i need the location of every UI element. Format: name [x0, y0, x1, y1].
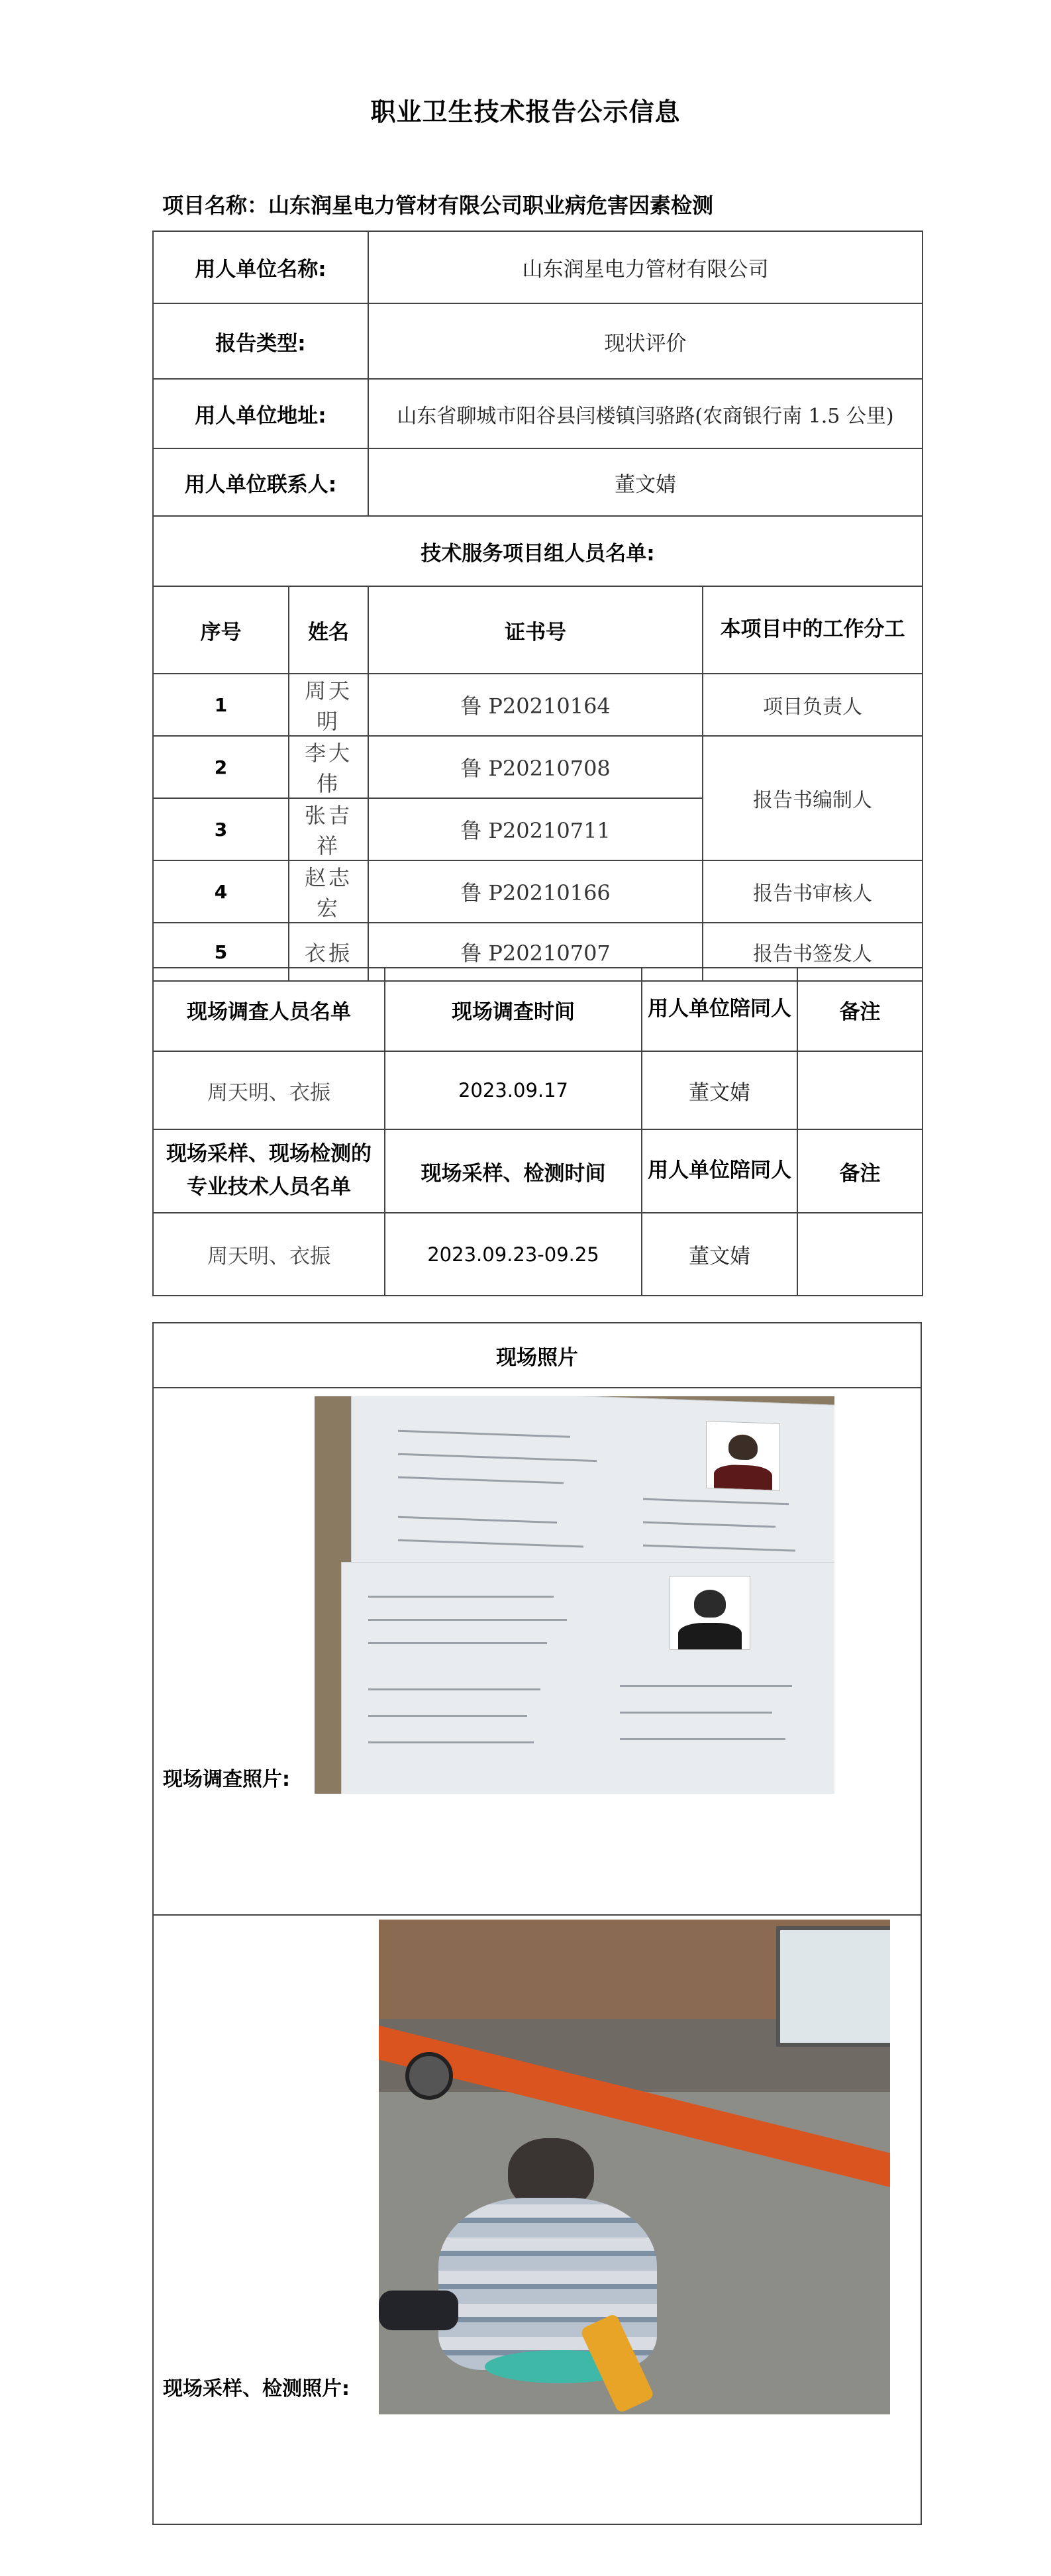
- team-row-role: 报告书签发人: [703, 923, 923, 981]
- team-row-no: 5: [153, 923, 289, 981]
- project-label: 项目名称：: [162, 193, 269, 218]
- team-row-role: 报告书审核人: [703, 860, 923, 923]
- team-row-cert: 鲁 P20210166: [368, 860, 703, 923]
- contact-row: [153, 448, 923, 516]
- team-row-name: 衣振: [289, 923, 368, 981]
- team-title: 技术服务项目组人员名单:: [153, 516, 923, 586]
- team-row-cert: 鲁 P20210707: [368, 923, 703, 981]
- sampling-header-companion: 用人单位陪同人: [642, 1129, 797, 1213]
- employer-name-row: [153, 231, 923, 303]
- sampling-header-note: 备注: [797, 1129, 923, 1213]
- sampling-header-people: 现场采样、现场检测的专业技术人员名单: [153, 1129, 385, 1213]
- team-row-no: 2: [153, 736, 289, 798]
- survey-photo: [315, 1396, 834, 1794]
- sampling-time: 2023.09.23-09.25: [385, 1213, 642, 1296]
- address-label: 用人单位地址:: [153, 379, 368, 448]
- sampling-photo-label: 现场采样、检测照片:: [163, 2377, 350, 2400]
- report-type-value: 现状评价: [368, 303, 923, 379]
- team-header-role: 本项目中的工作分工: [703, 586, 923, 674]
- sampling-people: 周天明、衣振: [153, 1213, 385, 1296]
- team-row-no: 4: [153, 860, 289, 923]
- survey-header-time: 现场调查时间: [385, 968, 642, 1051]
- contact-label: 用人单位联系人:: [153, 448, 368, 516]
- sampling-photo: [379, 1920, 890, 2414]
- page-title: 职业卫生技术报告公示信息: [370, 97, 681, 127]
- info-table: [152, 231, 923, 982]
- survey-note: [797, 1051, 923, 1129]
- sampling-note: [797, 1213, 923, 1296]
- photo-title-row: [153, 1323, 921, 1388]
- employer-name-value: 山东润星电力管材有限公司: [368, 231, 923, 303]
- team-row-cert: 鲁 P20210164: [368, 674, 703, 736]
- contact-value: 董文婧: [368, 448, 923, 516]
- project-line: [162, 189, 713, 219]
- survey-companion: 董文婧: [642, 1051, 797, 1129]
- team-row-cert: 鲁 P20210708: [368, 736, 703, 798]
- team-row: [153, 736, 923, 798]
- team-row-no: 1: [153, 674, 289, 736]
- sampling-header-row: [153, 1129, 923, 1213]
- team-row: [153, 860, 923, 923]
- survey-header-note: 备注: [797, 968, 923, 1051]
- certificate-page-bottom: [341, 1562, 834, 1794]
- team-row-name: 赵志宏: [289, 860, 368, 923]
- address-row: [153, 379, 923, 448]
- project-value: 山东润星电力管材有限公司职业病危害因素检测: [268, 193, 714, 218]
- team-header-name: 姓名: [289, 586, 368, 674]
- sampling-row: [153, 1213, 923, 1296]
- survey-time: 2023.09.17: [385, 1051, 642, 1129]
- address-value: 山东省聊城市阳谷县闫楼镇闫骆路(农商银行南 1.5 公里): [368, 379, 923, 448]
- team-header-no: 序号: [153, 586, 289, 674]
- team-row-role: 报告书编制人: [703, 736, 923, 860]
- team-row-name: 李大伟: [289, 736, 368, 798]
- report-type-label: 报告类型:: [153, 303, 368, 379]
- photo-title: 现场照片: [153, 1323, 921, 1388]
- survey-header-people: 现场调查人员名单: [153, 968, 385, 1051]
- team-row-name: 张吉祥: [289, 798, 368, 860]
- employer-name-label: 用人单位名称:: [153, 231, 368, 303]
- survey-header-row: [153, 968, 923, 1051]
- team-row-name: 周天明: [289, 674, 368, 736]
- team-title-row: [153, 516, 923, 586]
- sampling-header-time: 现场采样、检测时间: [385, 1129, 642, 1213]
- team-header-row: [153, 586, 923, 674]
- team-row-cert: 鲁 P20210711: [368, 798, 703, 860]
- report-type-row: [153, 303, 923, 379]
- team-row-role: 项目负责人: [703, 674, 923, 736]
- sampling-companion: 董文婧: [642, 1213, 797, 1296]
- team-header-cert: 证书号: [368, 586, 703, 674]
- survey-row: [153, 1051, 923, 1129]
- survey-header-companion: 用人单位陪同人: [642, 968, 797, 1051]
- survey-photo-label: 现场调查照片:: [163, 1768, 290, 1791]
- survey-people: 周天明、衣振: [153, 1051, 385, 1129]
- survey-table: [152, 967, 923, 1296]
- portrait-photo: [706, 1421, 780, 1491]
- team-row: [153, 674, 923, 736]
- portrait-photo: [670, 1576, 750, 1650]
- team-row-no: 3: [153, 798, 289, 860]
